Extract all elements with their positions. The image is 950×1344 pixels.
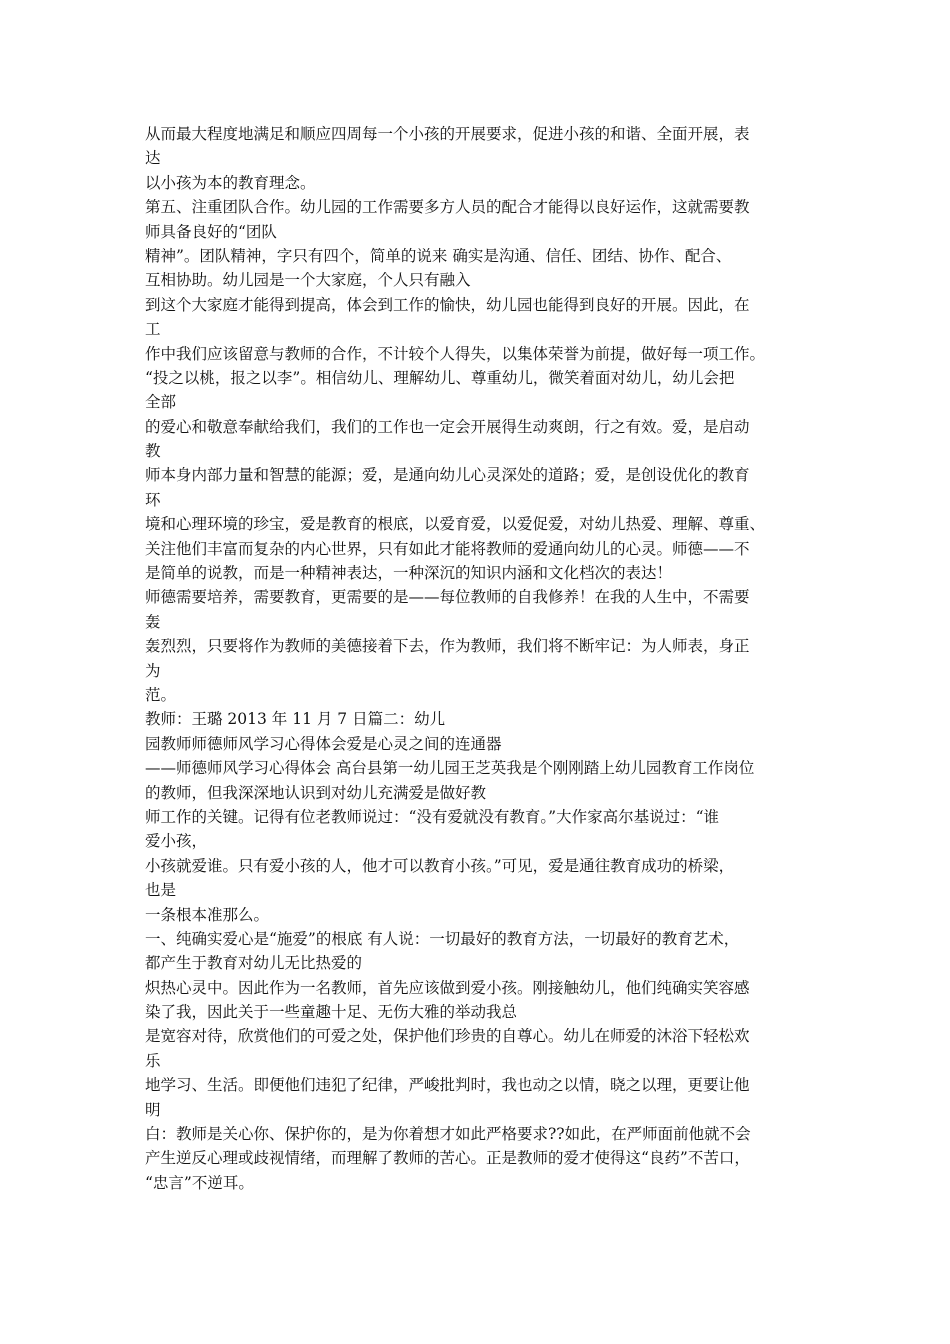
text-line: 地学习、生活。即便他们违犯了纪律，严峻批判时，我也动之以情，晓之以理，更要让他 bbox=[145, 1076, 750, 1095]
text-line: 到这个大家庭才能得到提高，体会到工作的愉快，幼儿园也能得到良好的开展。因此，在 bbox=[145, 295, 750, 314]
text-line: 明 bbox=[145, 1100, 161, 1119]
text-line: 师具备良好的“团队 bbox=[145, 222, 277, 241]
text-line: 工 bbox=[145, 320, 161, 339]
text-line: “投之以桃，报之以李”。相信幼儿、理解幼儿、尊重幼儿，微笑着面对幼儿，幼儿会把 bbox=[145, 368, 735, 387]
text-line: 全部 bbox=[145, 393, 177, 412]
text-line: 是简单的说教，而是一种精神表达，一种深沉的知识内涵和文化档次的表达！ bbox=[145, 564, 673, 583]
text-line: 一、纯确实爱心是“施爱”的根底 有人说：一切最好的教育方法，一切最好的教育艺术， bbox=[145, 929, 740, 948]
text-line: 教师：王璐 2013 年 11 月 7 日篇二：幼儿 bbox=[145, 710, 446, 729]
text-line: 作中我们应该留意与教师的合作，不计较个人得失，以集体荣誉为前提，做好每一项工作。 bbox=[145, 344, 766, 363]
text-line: 轰 bbox=[145, 612, 161, 631]
text-line: 达 bbox=[145, 149, 161, 168]
text-line: 境和心理环境的珍宝，爱是教育的根底，以爱育爱，以爱促爱，对幼儿热爱、理解、尊重、 bbox=[145, 515, 766, 534]
text-line: 一条根本准那么。 bbox=[145, 905, 270, 924]
text-line: 从而最大程度地满足和顺应四周每一个小孩的开展要求，促进小孩的和谐、全面开展，表 bbox=[145, 125, 750, 143]
text-line: 爱小孩， bbox=[145, 832, 208, 851]
text-line: 乐 bbox=[145, 1051, 161, 1070]
text-line: 染了我，因此关于一些童趣十足、无伤大雅的举动我总 bbox=[145, 1003, 518, 1022]
text-line: ——师德师风学习心得体会 高台县第一幼儿园王芝英我是个刚刚踏上幼儿园教育工作岗位 bbox=[145, 759, 755, 778]
text-line: 炽热心灵中。因此作为一名教师，首先应该做到爱小孩。刚接触幼儿，他们纯确实笑容感 bbox=[145, 978, 750, 997]
document-body bbox=[145, 122, 815, 1195]
text-line: 的爱心和敬意奉献给我们，我们的工作也一定会开展得生动爽朗，行之有效。爱，是启动 bbox=[145, 417, 750, 436]
text-line: 关注他们丰富而复杂的内心世界，只有如此才能将教师的爱通向幼儿的心灵。师德——不 bbox=[145, 539, 750, 558]
text-line: 园教师师德师风学习心得体会爱是心灵之间的连通器 bbox=[145, 734, 502, 753]
text-line: 师德需要培养，需要教育，更需要的是——每位教师的自我修养！在我的人生中，不需要 bbox=[145, 588, 750, 607]
text-line: 环 bbox=[145, 490, 161, 509]
text-line: 第五、注重团队合作。幼儿园的工作需要多方人员的配合才能得以良好运作，这就需要教 bbox=[145, 198, 750, 217]
text-line: 师工作的关键。记得有位老教师说过：“没有爱就没有教育。”大作家高尔基说过：“谁 bbox=[145, 807, 720, 826]
text-line: 为 bbox=[145, 661, 161, 680]
text-line: 范。 bbox=[145, 685, 177, 704]
text-line: 以小孩为本的教育理念。 bbox=[145, 173, 316, 192]
text-line: 精神”。团队精神，字只有四个，简单的说来 确实是沟通、信任、团结、协作、配合、 bbox=[145, 246, 732, 265]
text-line: 互相协助。幼儿园是一个大家庭，个人只有融入 bbox=[145, 271, 471, 290]
text-line: 产生逆反心理或歧视情绪，而理解了教师的苦心。正是教师的爱才使得这“良药”不苦口， bbox=[145, 1149, 750, 1168]
text-line: 白：教师是关心你、保护你的，是为你着想才如此严格要求??如此，在严师面前他就不会 bbox=[145, 1125, 751, 1144]
text-line: 是宽容对待，欣赏他们的可爱之处，保护他们珍贵的自尊心。幼儿在师爱的沐浴下轻松欢 bbox=[145, 1027, 750, 1046]
text-line: 教 bbox=[145, 442, 161, 461]
text-line: 也是 bbox=[145, 881, 177, 900]
text-line: 轰烈烈，只要将作为教师的美德接着下去，作为教师，我们将不断牢记：为人师表，身正 bbox=[145, 637, 750, 656]
text-line: 师本身内部力量和智慧的能源；爱，是通向幼儿心灵深处的道路；爱，是创设优化的教育 bbox=[145, 466, 750, 485]
text-line: “忠言”不逆耳。 bbox=[145, 1173, 254, 1192]
text-line: 的教师，但我深深地认识到对幼儿充满爱是做好教 bbox=[145, 783, 487, 802]
text-line: 小孩就爱谁。只有爱小孩的人，他才可以教育小孩。”可见，爱是通往教育成功的桥梁， bbox=[145, 856, 735, 875]
text-line: 都产生于教育对幼儿无比热爱的 bbox=[145, 954, 363, 973]
